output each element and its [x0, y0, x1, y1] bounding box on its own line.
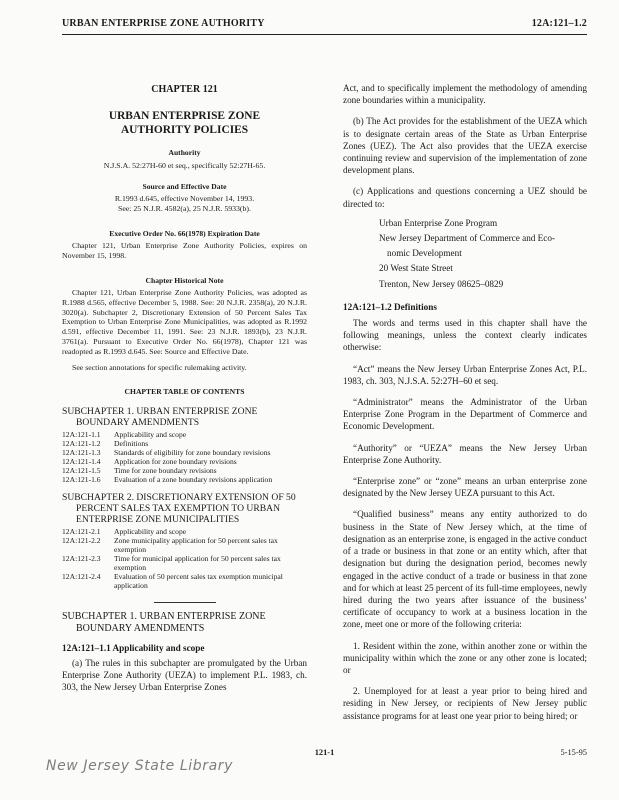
- section-1-2-heading: 12A:121–1.2 Definitions: [343, 301, 437, 312]
- definition-authority: “Authority” or “UEZA” means the New Jersey Urban Enterprise Zone Authority.: [343, 442, 587, 465]
- definition-enterprise-zone: “Enterprise zone” or “zone” means an urban enterprise zone designated by the New Jersey UEZA pursuant to this Act.: [343, 476, 587, 499]
- criteria-item-2: 2. Unemployed for at least a year prior to being hired and residing in New Jersey, or recipients of New Jersey public assistance programs for at least one year prior to being hired; or: [343, 686, 587, 721]
- address-line: 20 West State Street: [379, 263, 453, 274]
- section-1-1-heading: 12A:121–1.1 Applicability and scope: [62, 642, 205, 653]
- address-line: Trenton, New Jersey 08625–0829: [379, 278, 504, 289]
- section-1-1-paragraph-c: (c) Applications and questions concerning a UEZ should be directed to:: [343, 186, 587, 209]
- authority-text: N.J.S.A. 52:27H-60 et seq., specifically 52:27H-65.: [103, 160, 266, 170]
- historical-note-heading: Chapter Historical Note: [145, 275, 224, 285]
- definition-qualified-business: “Qualified business” means any entity authorized to do business in the State of New Jersey which, at the time of designation as an enterprise zone, is engaged in the active conduct of a trade or business in that zone or an entity which, after that designation but during the designation period, becomes newly engaged in the active conduct of a trade or business in that zone and for which at least 25 percent of its full-time employees, newly hired during the two years after issuance of the business’ certificate of occupancy to work at a business location in the zone, meet one or more of the following criteria:: [343, 509, 587, 630]
- section-1-1-paragraph-b: (b) The Act provides for the establishment of the UEZA which is to designate certain areas of the State as Urban Enterprise Zones (UEZ). The Act also provides that the UEZA exercise continuing review and supervision of the implementation of zone development plans.: [343, 116, 587, 176]
- subchapter-1-heading: SUBCHAPTER 1. URBAN ENTERPRISE ZONE BOUNDARY AMENDMENTS: [62, 610, 266, 634]
- toc-subchapter-2-heading: SUBCHAPTER 2. DISCRETIONARY EXTENSION OF 50 PERCENT SALES TAX EXEMPTION TO URBAN ENTERPRISE ZONE MUNICIPALITIES: [62, 491, 296, 525]
- left-column: [62, 60, 307, 694]
- definition-administrator: “Administrator” means the Administrator of the Urban Enterprise Zone Program in the Department of Commerce and Economic Development.: [343, 397, 587, 432]
- authority-heading: Authority: [168, 148, 201, 158]
- section-divider: [154, 602, 216, 603]
- exec-order-text: Chapter 121, Urban Enterprise Zone Authority Policies, expires on November 15, 1998.: [62, 241, 307, 260]
- footer-date: 5-15-95: [560, 748, 587, 757]
- toc-entry: 12A:121-2.3 Time for municipal application for 50 percent sales tax exemption: [62, 553, 281, 572]
- section-1-1-paragraph-a: (a) The rules in this subchapter are promulgated by the Urban Enterprise Zone Authority (UEZA) to implement P.L. 1983, ch. 303, the New Jersey Urban Enterprise Zones: [62, 658, 307, 693]
- address-block: [343, 217, 587, 290]
- address-line: Urban Enterprise Zone Program: [379, 217, 498, 228]
- source-line-2: See: 25 N.J.R. 4582(a), 25 N.J.R. 5933(b).: [118, 203, 251, 213]
- exec-order-heading: Executive Order No. 66(1978) Expiration Date: [109, 228, 260, 238]
- page-number: 121-1: [314, 748, 335, 757]
- header-section-number: 12A:121–1.2: [531, 18, 587, 29]
- toc-entry: 12A:121-2.4 Evaluation of 50 percent sales tax exemption municipal application: [62, 571, 283, 590]
- toc-entry: 12A:121-1.4 Application for zone boundary revisions: [62, 456, 237, 466]
- toc-entry: 12A:121-1.1 Applicability and scope: [62, 429, 187, 439]
- toc-heading: CHAPTER TABLE OF CONTENTS: [124, 387, 245, 397]
- toc-entry: 12A:121-2.1 Applicability and scope: [62, 526, 187, 536]
- chapter-number: CHAPTER 121: [151, 84, 218, 95]
- definitions-intro: The words and terms used in this chapter shall have the following meanings, unless the context clearly indicates otherwise:: [343, 318, 587, 353]
- toc-subchapter-1-list: [62, 430, 272, 484]
- header-rule: [62, 34, 587, 35]
- library-stamp: New Jersey State Library: [46, 758, 233, 774]
- source-line-1: R.1993 d.645, effective November 14, 1993.: [114, 193, 255, 203]
- historical-note-text: Chapter 121, Urban Enterprise Zone Authority Policies, was adopted as R.1988 d.565, effective December 5, 1988. See: 20 N.J.R. 2358(a), 20 N.J.R. 3020(a). Subchapter 2, Discretionary Extension of 50 Percent Sales Tax Exemption to Urban Enterprise Zone Municipalities, was adopted as R.1992 d.591, effective December 11, 1991. See: 23 N.J.R. 1893(b), 23 N.J.R. 3761(a). Pursuant to Executive Order No. 66(1978), Chapter 121 was readopted as R.1993 d.645. See: Source and Effective Date.: [62, 288, 307, 356]
- toc-entry: 12A:121-1.6 Evaluation of a zone boundary revisions application: [62, 474, 273, 484]
- section-1-1-continued: Act, and to specifically implement the methodology of amending zone boundaries within a municipality.: [343, 83, 587, 106]
- see-annotations-note: See section annotations for specific rulemaking activity.: [72, 362, 247, 372]
- chapter-title: URBAN ENTERPRISE ZONE AUTHORITY POLICIES: [108, 110, 261, 137]
- toc-entry: 12A:121-1.2 Definitions: [62, 438, 149, 448]
- toc-entry: 12A:121-1.5 Time for zone boundary revisions: [62, 465, 217, 475]
- running-header: [62, 18, 587, 34]
- address-line: nomic Development: [387, 248, 462, 259]
- toc-entry: 12A:121-2.2 Zone municipality application for 50 percent sales tax exemption: [62, 535, 278, 554]
- toc-subchapter-2-list: [62, 527, 307, 590]
- address-line: New Jersey Department of Commerce and Eco-: [379, 233, 556, 244]
- toc-subchapter-1-heading: SUBCHAPTER 1. URBAN ENTERPRISE ZONE BOUNDARY AMENDMENTS: [62, 405, 258, 428]
- toc-entry: 12A:121-1.3 Standards of eligibility for zone boundary revisions: [62, 447, 271, 457]
- criteria-item-1: 1. Resident within the zone, within another zone or within the municipality within which the zone or any other zone is located; or: [343, 640, 587, 675]
- header-title: URBAN ENTERPRISE ZONE AUTHORITY: [62, 18, 265, 29]
- source-heading: Source and Effective Date: [142, 181, 227, 191]
- definition-act: “Act” means the New Jersey Urban Enterprise Zones Act, P.L. 1983, ch. 303, N.J.S.A. 52:27H–60 et seq.: [343, 363, 587, 386]
- right-column: [343, 60, 587, 722]
